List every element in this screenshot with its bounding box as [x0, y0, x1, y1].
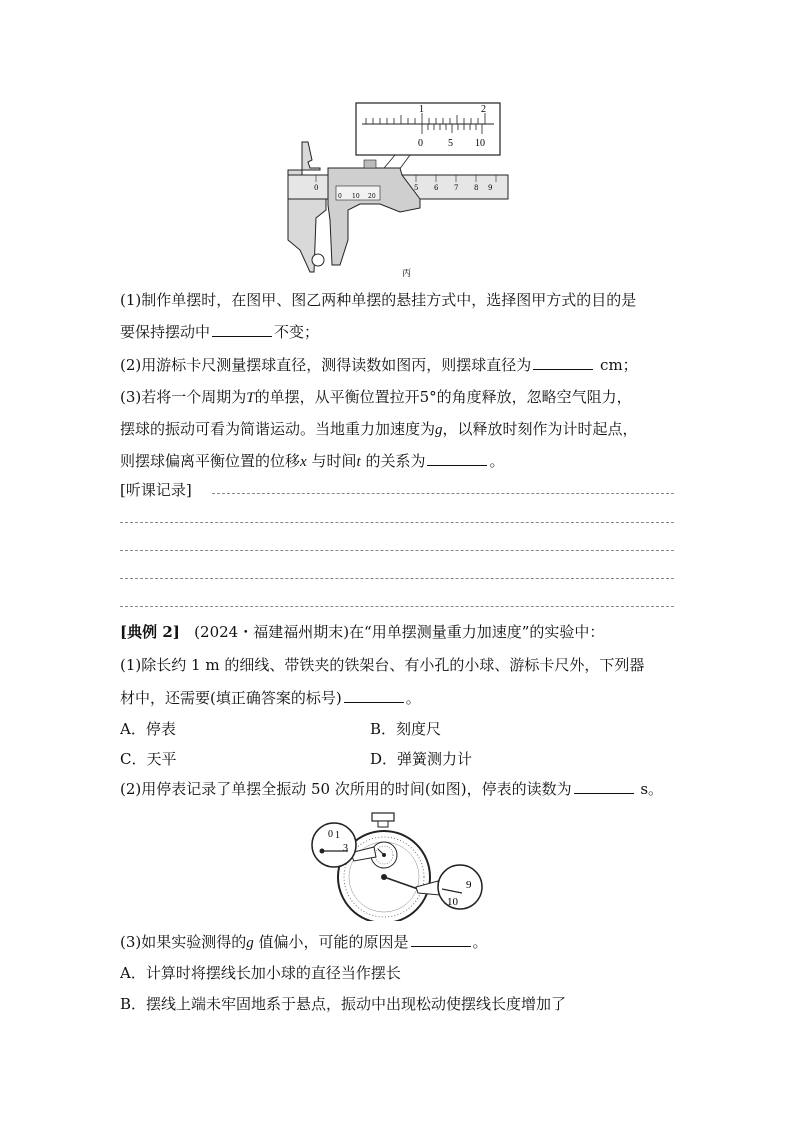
q2-part3-text-a: (3)如果实验测得的 [120, 933, 247, 951]
notes-line-4[interactable] [120, 578, 674, 579]
q2-part1-line2 [120, 688, 421, 708]
q2-part3-text-b: 值偏小，可能的原因是 [258, 933, 409, 951]
q2-part1-end: 。 [405, 689, 421, 707]
q2-part3-line [120, 932, 488, 953]
svg-text:8: 8 [474, 184, 479, 192]
q2-part2-text: (2)用停表记录了单摆全振动 50 次所用的时间(如图)，停表的读数为 [120, 780, 572, 798]
stopwatch-right-magnifier [438, 865, 482, 909]
q2-option-a[interactable]: A．停表 [120, 720, 176, 738]
stopwatch-left-magnifier [312, 823, 356, 867]
q1-part1-end: 不变； [274, 323, 320, 341]
svg-text:0: 0 [338, 193, 342, 200]
svg-text:7: 7 [454, 184, 459, 192]
q2-part1-text: 材中，还需要(填正确答案的标号) [120, 689, 342, 707]
caliper-vernier-slider [328, 168, 420, 265]
svg-text:5: 5 [414, 184, 419, 192]
notes-line-1[interactable] [212, 493, 674, 494]
right-dial-9: 9 [466, 879, 472, 891]
q1-part1-blank[interactable] [212, 322, 272, 337]
q2-part1-line1: (1)除长约 1 m 的细线、带铁夹的铁架台、有小孔的小球、游标卡尺外，下列器 [120, 656, 645, 674]
q1-part3-text-f: 与时间 [311, 452, 357, 470]
q1-part3-text-c: 摆球的振动可看为简谐运动。当地重力加速度为 [120, 420, 436, 438]
svg-text:9: 9 [488, 184, 493, 192]
notes-line-3[interactable] [120, 550, 674, 551]
q2-part2-blank[interactable] [574, 779, 634, 794]
inset-bottom-tick-5: 5 [448, 138, 453, 149]
inset-bottom-tick-10: 10 [475, 138, 485, 149]
q1-var-T: T [246, 390, 255, 406]
q2-part3-option-b[interactable]: B．摆线上端未牢固地系于悬点，振动中出现松动使摆线长度增加了 [120, 995, 567, 1013]
notes-label: [听课记录] [120, 481, 192, 499]
q1-var-x: x [300, 454, 307, 470]
q2-part2-unit: s。 [640, 780, 664, 798]
inset-top-tick-2: 2 [481, 104, 486, 115]
q1-part3-text-g: 的关系为 [365, 452, 426, 470]
q1-part2-text: (2)用游标卡尺测量摆球直径，测得读数如图丙，则摆球直径为 [120, 356, 532, 374]
q2-option-d[interactable]: D．弹簧测力计 [370, 750, 473, 768]
q1-part3-line3 [120, 451, 504, 472]
inset-top-tick-1: 1 [419, 104, 424, 115]
q1-part3-line1 [120, 387, 632, 408]
q2-part2-line [120, 779, 663, 799]
q1-part2-line [120, 355, 638, 375]
svg-text:10: 10 [352, 193, 360, 200]
q2-part3-blank[interactable] [411, 932, 471, 947]
q2-option-b[interactable]: B．刻度尺 [370, 720, 442, 738]
q1-part3-line2 [120, 419, 638, 440]
q2-var-g: g [246, 935, 254, 951]
vernier-caliper-figure [280, 100, 540, 285]
svg-text:20: 20 [368, 193, 376, 200]
inset-bottom-tick-0: 0 [418, 138, 423, 149]
q1-var-t: t [356, 454, 361, 470]
left-dial-1: 1 [335, 830, 340, 841]
caliper-figure-label: 丙 [402, 269, 412, 279]
notes-line-5[interactable] [120, 606, 674, 607]
q1-part1-line1: (1)制作单摆时，在图甲、图乙两种单摆的悬挂方式中，选择图甲方式的目的是 [120, 291, 637, 309]
svg-text:6: 6 [434, 184, 439, 192]
notes-line-2[interactable] [120, 522, 674, 523]
q1-part3-end: 。 [489, 452, 505, 470]
q1-part3-text-d: ，以释放时刻作为计时起点， [442, 420, 638, 438]
q1-part1-text: 要保持摆动中 [120, 323, 211, 341]
q1-part3-text-a: (3)若将一个周期为 [120, 388, 247, 406]
q1-part2-unit: cm； [600, 356, 638, 374]
q1-part3-blank[interactable] [427, 451, 487, 466]
stopwatch-figure [302, 809, 502, 921]
q1-var-g: g [435, 422, 443, 438]
caliper-fixed-jaw [288, 142, 326, 272]
left-dial-3: 3 [343, 843, 348, 854]
q2-part3-option-a[interactable]: A．计算时将摆线长加小球的直径当作摆长 [120, 964, 401, 982]
q1-part3-text-e: 则摆球偏离平衡位置的位移 [120, 452, 301, 470]
q1-part1-line2 [120, 322, 319, 342]
q2-part3-end: 。 [472, 933, 488, 951]
q2-title: (2024・福建福州期末)在“用单摆测量重力加速度”的实验中： [194, 623, 605, 641]
q2-example-label: [典例 2] [120, 623, 180, 641]
right-dial-10: 10 [447, 896, 458, 908]
q2-part1-blank[interactable] [344, 688, 404, 703]
q1-part2-blank[interactable] [533, 355, 593, 370]
left-dial-0: 0 [328, 829, 333, 840]
svg-text:0: 0 [314, 184, 319, 192]
q2-option-c[interactable]: C．天平 [120, 750, 177, 768]
q1-part3-text-b: 的单摆，从平衡位置拉开5°的角度释放，忽略空气阻力， [254, 388, 632, 406]
q2-header [120, 622, 604, 642]
